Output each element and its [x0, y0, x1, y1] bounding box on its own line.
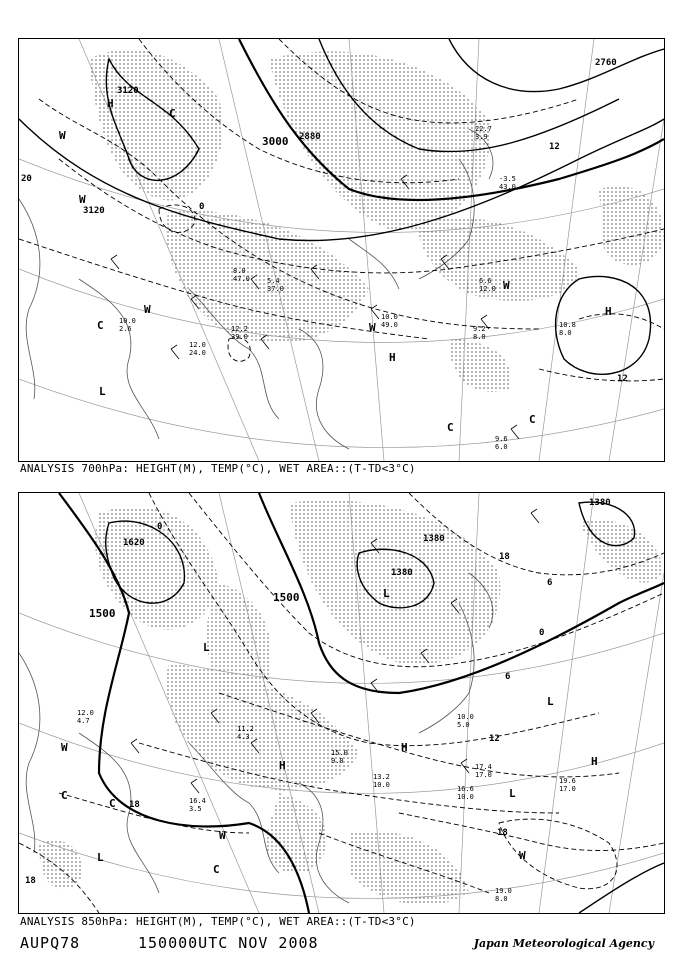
svg-text:4.7: 4.7 [77, 717, 90, 725]
height-label: 1380 [423, 534, 445, 544]
svg-text:3.5: 3.5 [189, 805, 202, 813]
station-plot [189, 341, 206, 357]
station-plot [77, 709, 94, 725]
temp-label: 6 [505, 672, 511, 682]
warm-symbol: W [369, 321, 376, 334]
height-label: 3120 [117, 86, 139, 96]
chart-panel-700hpa[interactable] [18, 38, 665, 462]
svg-text:5.4: 5.4 [267, 277, 280, 285]
svg-text:10.0: 10.0 [457, 713, 474, 721]
svg-text:19.6: 19.6 [559, 777, 576, 785]
station-plot [559, 321, 576, 337]
height-label: 1380 [589, 498, 611, 508]
svg-text:9.6: 9.6 [495, 435, 508, 443]
svg-text:8.0: 8.0 [233, 267, 246, 275]
panel-caption-850hpa: ANALYSIS 850hPa: HEIGHT(M), TEMP(°C), WET AREA::(T-TD<3°C) [20, 915, 416, 928]
low-symbol: L [97, 851, 104, 864]
svg-text:37.0: 37.0 [267, 285, 284, 293]
low-symbol: L [99, 385, 106, 398]
temp-label: 18 [129, 800, 140, 810]
wet-areas [39, 501, 664, 905]
warm-symbol: W [61, 741, 68, 754]
temp-label: 12 [617, 374, 628, 384]
high-symbol: H [107, 97, 114, 110]
station-plot [457, 713, 474, 729]
svg-text:15.0: 15.0 [331, 749, 348, 757]
svg-text:39.0: 39.0 [231, 333, 248, 341]
height-label: 3000 [262, 135, 289, 148]
svg-text:22.7: 22.7 [475, 125, 492, 133]
svg-text:12.0: 12.0 [479, 285, 496, 293]
warm-symbol: W [59, 129, 66, 142]
low-symbol: L [547, 695, 554, 708]
temp-label: 12 [489, 734, 500, 744]
svg-text:49.0: 49.0 [381, 321, 398, 329]
svg-text:10.0: 10.0 [373, 781, 390, 789]
svg-text:8.0: 8.0 [473, 333, 486, 341]
svg-text:6.6: 6.6 [479, 277, 492, 285]
warm-symbol: W [219, 829, 226, 842]
cold-symbol: C [169, 107, 176, 120]
low-symbol: L [383, 587, 390, 600]
svg-text:17.0: 17.0 [559, 785, 576, 793]
temp-label: 0 [539, 628, 545, 638]
height-label: 1500 [273, 591, 300, 604]
low-symbol: L [509, 787, 516, 800]
temp-label: 20 [21, 174, 32, 184]
svg-text:10.0: 10.0 [381, 313, 398, 321]
svg-text:6.0: 6.0 [495, 443, 508, 451]
svg-text:9.2: 9.2 [473, 325, 486, 333]
station-plot [473, 325, 486, 341]
svg-text:2.6: 2.6 [119, 325, 132, 333]
svg-text:13.2: 13.2 [373, 773, 390, 781]
temp-label: 18 [25, 876, 36, 886]
svg-text:9.0: 9.0 [331, 757, 344, 765]
warm-symbol: W [519, 849, 526, 862]
temp-label: 18 [497, 828, 508, 838]
station-plot [457, 785, 474, 801]
cold-symbol: C [529, 413, 536, 426]
station-plot [499, 175, 516, 191]
agency-name: Japan Meteorological Agency [473, 937, 654, 950]
svg-text:17.0: 17.0 [475, 771, 492, 779]
svg-text:-3.5: -3.5 [499, 175, 516, 183]
svg-text:8.0: 8.0 [559, 329, 572, 337]
cold-symbol: C [447, 421, 454, 434]
svg-text:5.0: 5.0 [457, 721, 470, 729]
svg-text:12.2: 12.2 [231, 325, 248, 333]
height-label: 2880 [299, 132, 321, 142]
svg-text:10.8: 10.8 [559, 321, 576, 329]
svg-text:12.0: 12.0 [189, 341, 206, 349]
high-symbol: H [605, 305, 612, 318]
high-symbol: H [389, 351, 396, 364]
svg-text:24.0: 24.0 [189, 349, 206, 357]
svg-text:16.4: 16.4 [189, 797, 206, 805]
cold-symbol: C [61, 789, 68, 802]
station-plot [559, 777, 576, 793]
map-700hpa [19, 39, 664, 461]
svg-text:19.0: 19.0 [495, 887, 512, 895]
svg-text:10.0: 10.0 [457, 793, 474, 801]
chart-panel-850hpa[interactable] [18, 492, 665, 914]
high-symbol: H [401, 741, 408, 754]
height-label: 2760 [595, 58, 617, 68]
bulletin-id: AUPQ78 [20, 934, 81, 952]
svg-text:8.0: 8.0 [495, 895, 508, 903]
temp-label: 12 [549, 142, 560, 152]
warm-symbol: W [144, 303, 151, 316]
panel-caption-700hpa: ANALYSIS 700hPa: HEIGHT(M), TEMP(°C), WET AREA::(T-TD<3°C) [20, 462, 416, 475]
temp-label: 0 [199, 202, 205, 212]
cold-symbol: C [213, 863, 220, 876]
height-label: 1620 [123, 538, 145, 548]
warm-symbol: W [503, 279, 510, 292]
station-plot [189, 797, 206, 813]
temp-label: 18 [499, 552, 510, 562]
wet-areas [89, 49, 664, 392]
cold-symbol: C [97, 319, 104, 332]
station-plot [381, 313, 398, 329]
station-plot [373, 773, 390, 789]
svg-text:11.2: 11.2 [237, 725, 254, 733]
svg-text:43.0: 43.0 [499, 183, 516, 191]
valid-time: 150000UTC NOV 2008 [138, 934, 319, 952]
station-plot [495, 435, 508, 451]
svg-text:17.4: 17.4 [475, 763, 492, 771]
high-symbol: H [591, 755, 598, 768]
low-symbol: L [203, 641, 210, 654]
svg-text:47.0: 47.0 [233, 275, 250, 283]
station-plot [119, 317, 136, 333]
temp-label: 6 [547, 578, 553, 588]
temp-label: 0 [157, 522, 163, 532]
svg-text:12.0: 12.0 [77, 709, 94, 717]
svg-text:3.9: 3.9 [475, 133, 488, 141]
height-label: 3120 [83, 206, 105, 216]
warm-symbol: W [79, 193, 86, 206]
height-label: 1380 [391, 568, 413, 578]
height-label: 1500 [89, 607, 116, 620]
bulletin-header [20, 934, 319, 952]
svg-text:4.3: 4.3 [237, 733, 250, 741]
cold-symbol: C [109, 797, 116, 810]
station-plot [231, 325, 248, 341]
svg-text:10.0: 10.0 [119, 317, 136, 325]
high-symbol: H [279, 759, 286, 772]
svg-text:16.6: 16.6 [457, 785, 474, 793]
station-plot [475, 763, 492, 779]
station-plot [495, 887, 512, 903]
map-850hpa [19, 493, 664, 913]
